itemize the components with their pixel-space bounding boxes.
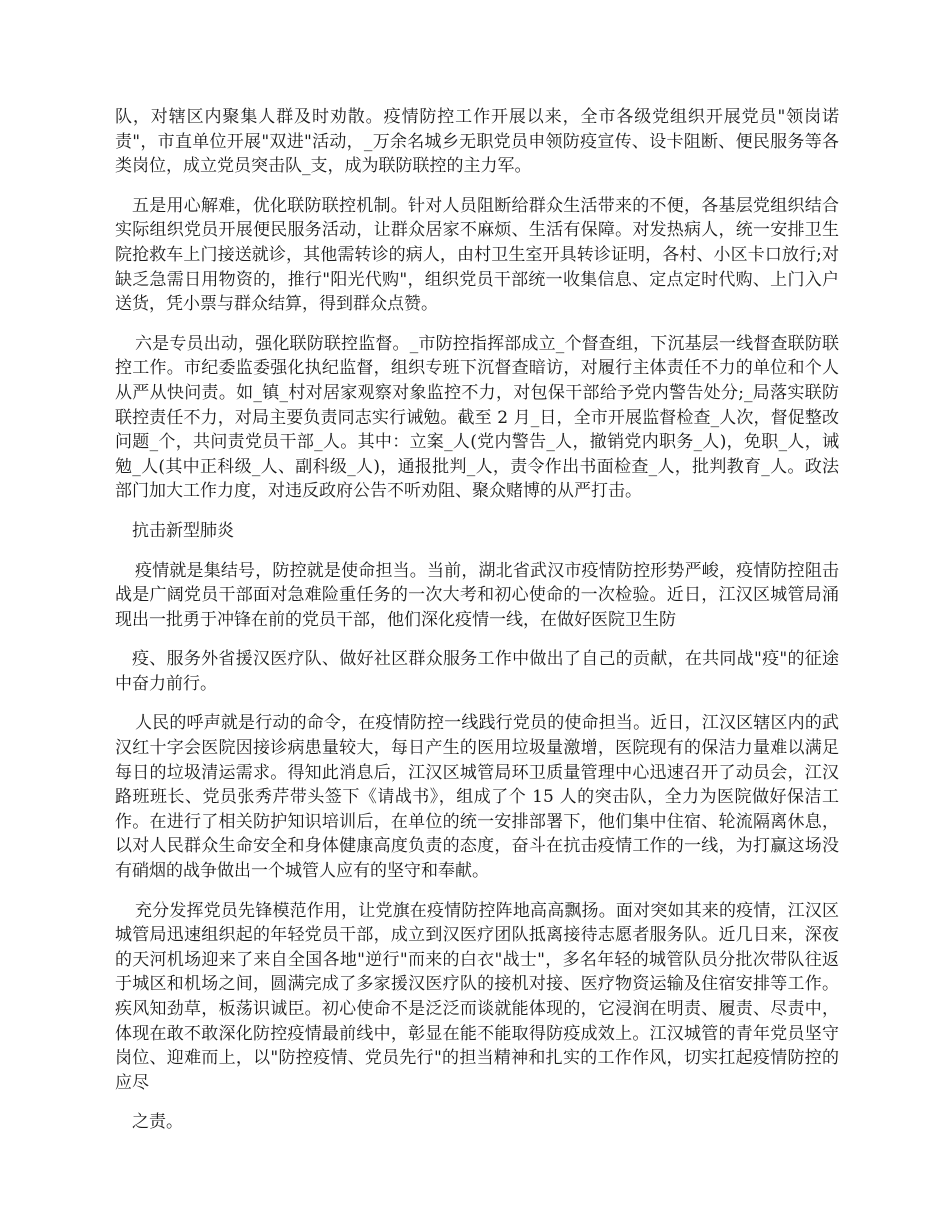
paragraph-ending: 之责。 <box>132 1112 183 1133</box>
paragraph-epidemic-continuation: 疫、服务外省援汉医疗队、做好社区群众服务工作中做出了自己的贡献，在共同战"疫"的征途中奋力前行。 <box>115 649 839 694</box>
paragraph-volunteer-service: 充分发挥党员先锋模范作用，让党旗在疫情防控阵地高高飘扬。面对突如其来的疫情，江汉区城管局迅速组织起的年轻党员干部，成立到汉医疗团队抵离接待志愿者服务队。近几日来，深夜的天河机场迎来了来自全国各地"逆行"而来的白衣"战士"，多名年轻的城管队员分批次带队往返于城区和机场之间，圆满完成了多家援汉医疗队的接机对接、医疗物资运输及住宿安排等工作。疾风知劲草，板荡识诚臣。初心使命不是泛泛而谈就能体现的，它浸润在明责、履责、尽责中，体现在敢不敢深化防控疫情最前线中，彰显在能不能取得防疫成效上。江汉城管的青年党员坚守岗位、迎难而上，以"防控疫情、党员先行"的担当精神和扎实的工作作风，切实扛起疫情防控的应尽 <box>115 900 839 1093</box>
paragraph-6-supervision: 六是专员出动，强化联防联控监督。_市防控指挥部成立_个督查组，下沉基层一线督查联防联控工作。市纪委监委强化执纪监督，组织专班下沉督查暗访，对履行主体责任不力的单位和个人从严从快问责。如_镇_村对居家观察对象监控不力，对包保干部给予党内警告处分;_局落实联防联控责任不力，对局主要负责同志实行诫勉。截至 2 月_日，全市开展监督检查_人次，督促整改问题_个，共问责党员干部_人。其中：立案_人(党内警告_人，撤销党内职务_人)，免职_人，诫勉_人(其中正科级_人、副科级_人)，通报批判_人，责令作出书面检查_人，批判教育_人。政法部门加大工作力度，对违反政府公告不听劝阻、聚众赌博的从严打击。 <box>115 333 839 502</box>
paragraph-5-liaison-mechanism: 五是用心解难，优化联防联控机制。针对人员阻断给群众生活带来的不便，各基层党组织结合实际组织党员开展便民服务活动，让群众居家不麻烦、生活有保障。对发热病人，统一安排卫生院抢救车上门接送就诊，其他需转诊的病人，由村卫生室开具转诊证明，各村、小区卡口放行;对缺乏急需日用物资的，推行"阳光代购"，组织党员干部统一收集信息、定点定时代购、上门入户送货，凭小票与群众结算，得到群众点赞。 <box>115 195 839 315</box>
paragraph-continuation: 队，对辖区内聚集人群及时劝散。疫情防控工作开展以来，全市各级党组织开展党员"领岗诺责"，市直单位开展"双进"活动，_万余名城乡无职党员申领防疫宣传、设卡阻断、便民服务等各类岗位，成立党员突击队_支，成为联防联控的主力军。 <box>115 107 839 177</box>
paragraph-epidemic-intro: 疫情就是集结号，防控就是使命担当。当前，湖北省武汉市疫情防控形势严峻，疫情防控阻击战是广阔党员干部面对急难险重任务的一次大考和初心使命的一次检验。近日，江汉区城管局涌现出一批勇于冲锋在前的党员干部，他们深化疫情一线，在做好医院卫生防 <box>115 560 839 630</box>
section-heading: 抗击新型肺炎 <box>132 520 234 541</box>
paragraph-hospital-cleaning: 人民的呼声就是行动的命令，在疫情防控一线践行党员的使命担当。近日，江汉区辖区内的武汉红十字会医院因接诊病患量较大，每日产生的医用垃圾量激增，医院现有的保洁力量难以满足每日的垃圾清运需求。得知此消息后，江汉区城管局环卫质量管理中心迅速召开了动员会，江汉路班班长、党员张秀芹带头签下《请战书》，组成了个 15 人的突击队，全力为医院做好保洁工作。在进行了相关防护知识培训后，在单位的统一安排部署下，他们集中住宿、轮流隔离休息，以对人民群众生命安全和身体健康高度负责的态度，奋斗在抗击疫情工作的一线，为打赢这场没有硝烟的战争做出一个城管人应有的坚守和奉献。 <box>115 713 839 882</box>
document-page <box>115 105 839 1150</box>
